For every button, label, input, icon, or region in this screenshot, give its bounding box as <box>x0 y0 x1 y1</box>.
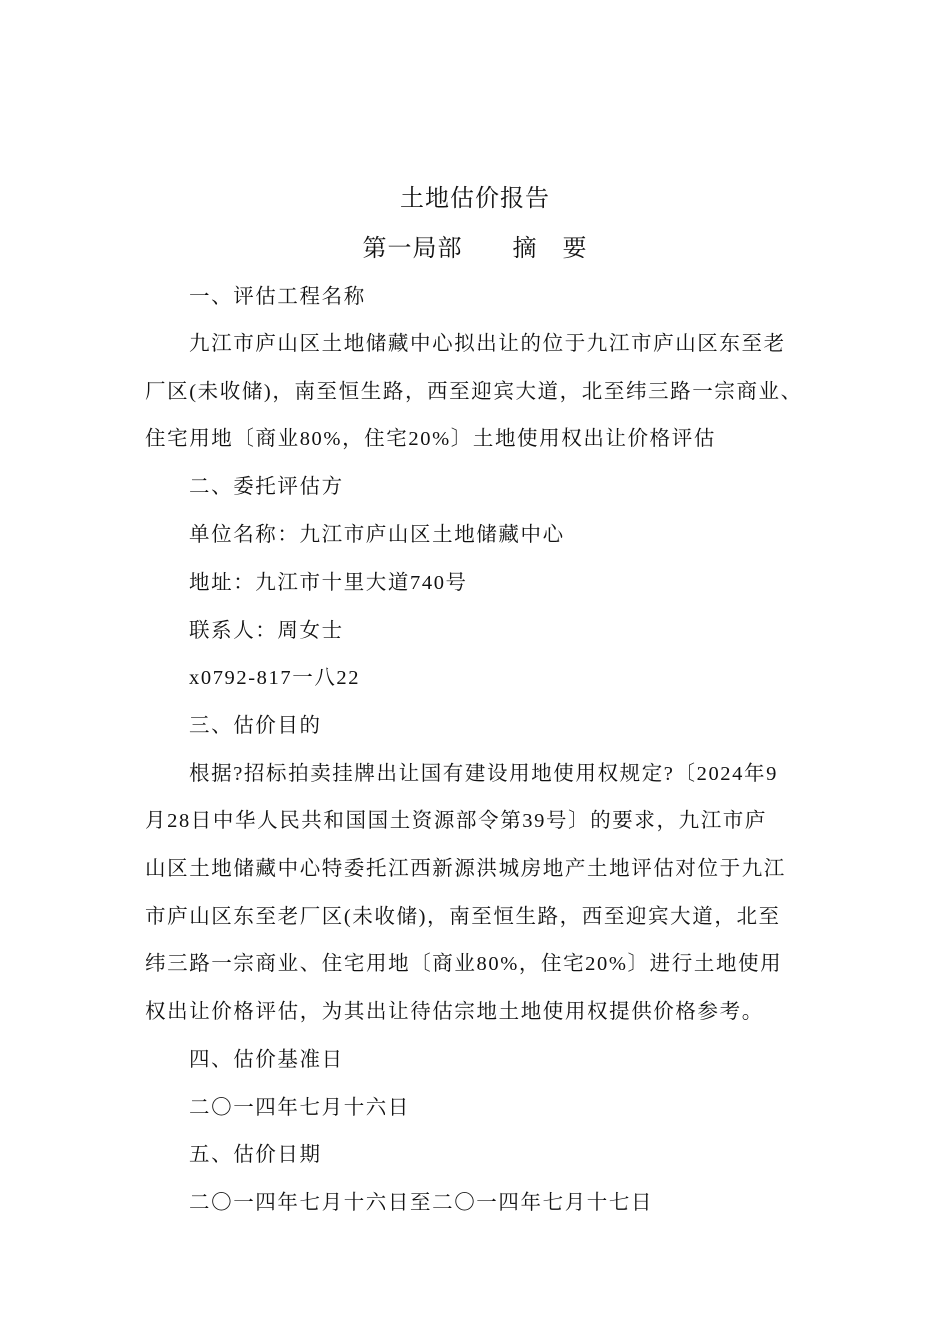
client-unit-name: 单位名称：九江市庐山区土地储藏中心 <box>189 524 565 546</box>
item-heading-valuation-period: 五、估价日期 <box>189 1144 322 1166</box>
project-name-line-3: 住宅用地〔商业80%，住宅20%〕土地使用权出让价格评估 <box>145 428 716 450</box>
valuation-period-value: 二〇一四年七月十六日至二〇一四年七月十七日 <box>189 1192 654 1214</box>
project-name-line-2: 厂区(未收储)，南至恒生路，西至迎宾大道，北至纬三路一宗商业、 <box>145 381 803 403</box>
project-name-line-1: 九江市庐山区土地储藏中心拟出让的位于九江市庐山区东至老 <box>189 333 786 355</box>
purpose-line-1: 根据?招标拍卖挂牌出让国有建设用地使用权规定?〔2024年9 <box>189 763 778 785</box>
section-heading: 第一局部 摘 要 <box>362 236 588 262</box>
item-heading-client: 二、委托评估方 <box>189 476 344 498</box>
item-heading-project-name: 一、评估工程名称 <box>189 286 366 308</box>
purpose-line-5: 纬三路一宗商业、住宅用地〔商业80%，住宅20%〕进行土地使用 <box>145 953 783 975</box>
purpose-line-4: 市庐山区东至老厂区(未收储)，南至恒生路，西至迎宾大道，北至 <box>145 906 781 928</box>
item-heading-purpose: 三、估价目的 <box>189 715 322 737</box>
purpose-line-3: 山区土地储藏中心特委托江西新源洪城房地产土地评估对位于九江 <box>145 858 786 880</box>
client-phone: x0792-817一八22 <box>189 667 361 689</box>
item-heading-base-date: 四、估价基准日 <box>189 1049 344 1071</box>
report-title: 土地估价报告 <box>400 186 550 212</box>
base-date-value: 二〇一四年七月十六日 <box>189 1097 410 1119</box>
client-address: 地址：九江市十里大道740号 <box>189 572 468 594</box>
client-contact: 联系人：周女士 <box>189 620 344 642</box>
purpose-line-6: 权出让价格评估，为其出让待估宗地土地使用权提供价格参考。 <box>145 1001 764 1023</box>
purpose-line-2: 月28日中华人民共和国国土资源部令第39号〕的要求，九江市庐 <box>145 810 767 832</box>
